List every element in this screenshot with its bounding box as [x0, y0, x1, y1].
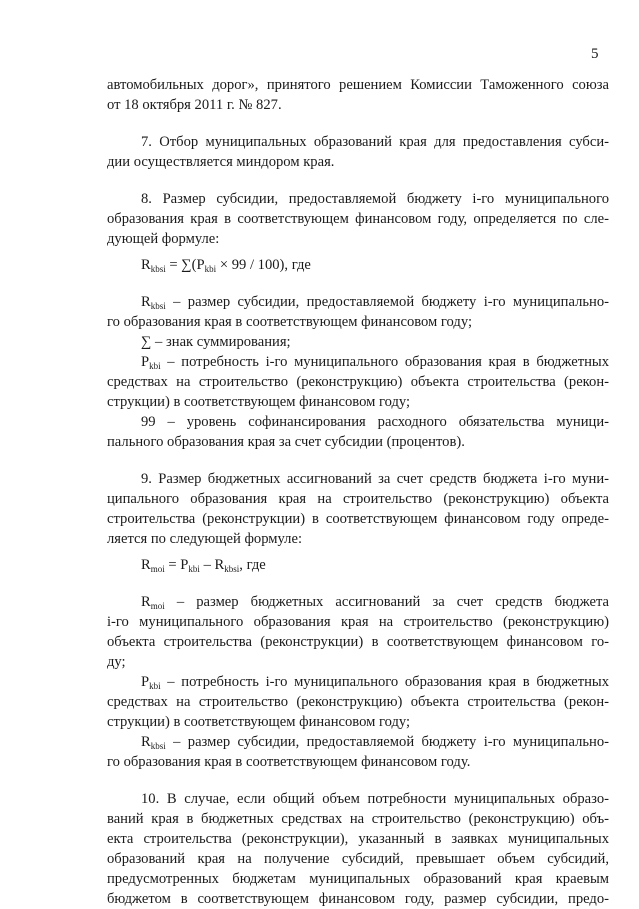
formula-line: $P_{kbi}$ – потребность i-го муниципального образования края в бюджетных	[141, 354, 609, 371]
text-line: предусмотренных бюджетам муниципальных образований края краевым	[107, 871, 609, 887]
text-line: пального образования края за счет субсидии (процентов).	[107, 434, 465, 450]
formula-line: $R_{moi}$ – размер бюджетных ассигнований за счет средств бюджета	[141, 594, 609, 611]
text-line: средствах на строительство (реконструкцию) объекта строительства (рекон-	[107, 694, 609, 710]
formula-line: $R_{moi} = P_{kbi} - R_{kbsi}$, где	[141, 557, 266, 574]
text-line: струкции) в соответствующем финансовом году;	[107, 394, 411, 410]
text-line: дующей формуле:	[107, 231, 220, 247]
text-line: средствах на строительство (реконструкцию) объекта строительства (рекон-	[107, 374, 609, 390]
text-line: объекта строительства (реконструкции) в соответствующем финансовом го-	[107, 634, 609, 650]
text-line: i-го муниципального образования края на строительство (реконструкцию)	[107, 614, 609, 630]
text-line: го образования края в соответствующем финансовом году.	[107, 754, 471, 770]
text-line: строительства (реконструкции) в соответствующем финансовом году опреде-	[107, 511, 609, 527]
text-line: 9. Размер бюджетных ассигнований за счет средств бюджета i-го муни-	[141, 471, 609, 487]
text-line: екта строительства (реконструкции), указанный в заявках муниципальных	[107, 831, 609, 847]
text-line: ду;	[107, 654, 126, 670]
text-line: струкции) в соответствующем финансовом году;	[107, 714, 411, 730]
text-line: ∑ – знак суммирования;	[141, 334, 291, 350]
text-line: от 18 октября 2011 г. № 827.	[107, 97, 282, 113]
formula-line: $R_{kbsi}$ – размер субсидии, предоставляемой бюджету i-го муниципально-	[141, 734, 609, 751]
text-line: 99 – уровень софинансирования расходного обязательства муници-	[141, 414, 609, 430]
text-line: 10. В случае, если общий объем потребности муниципальных образо-	[141, 791, 609, 807]
text-line: автомобильных дорог», принятого решением Комиссии Таможенного союза	[107, 77, 609, 93]
text-line: го образования края в соответствующем финансовом году;	[107, 314, 473, 330]
text-line: ляется по следующей формуле:	[107, 531, 302, 547]
text-line: образования края в соответствующем финансовом году, определяется по сле-	[107, 211, 609, 227]
formula-line: $R_{kbsi} = \sum(P_{kbi} \times 99 / 100)$, где	[141, 257, 311, 274]
text-line: 8. Размер субсидии, предоставляемой бюджету i-го муниципального	[141, 191, 609, 207]
text-line: ваний края в бюджетных средствах на строительство (реконструкцию) объ-	[107, 811, 609, 827]
text-line: бюджетом в соответствующем финансовом году, размер субсидии, предо-	[107, 891, 609, 907]
text-line: ципального образования края на строительство (реконструкцию) объекта	[107, 491, 609, 507]
page-number: 5	[591, 46, 599, 62]
formula-line: $R_{kbsi}$ – размер субсидии, предоставляемой бюджету i-го муниципально-	[141, 294, 609, 311]
formula-line: $P_{kbi}$ – потребность i-го муниципального образования края в бюджетных	[141, 674, 609, 691]
text-line: 7. Отбор муниципальных образований края для предоставления субси-	[141, 134, 609, 150]
text-line: дии осуществляется миндором края.	[107, 154, 335, 170]
text-line: образований края на получение субсидий, превышает объем субсидий,	[107, 851, 609, 867]
